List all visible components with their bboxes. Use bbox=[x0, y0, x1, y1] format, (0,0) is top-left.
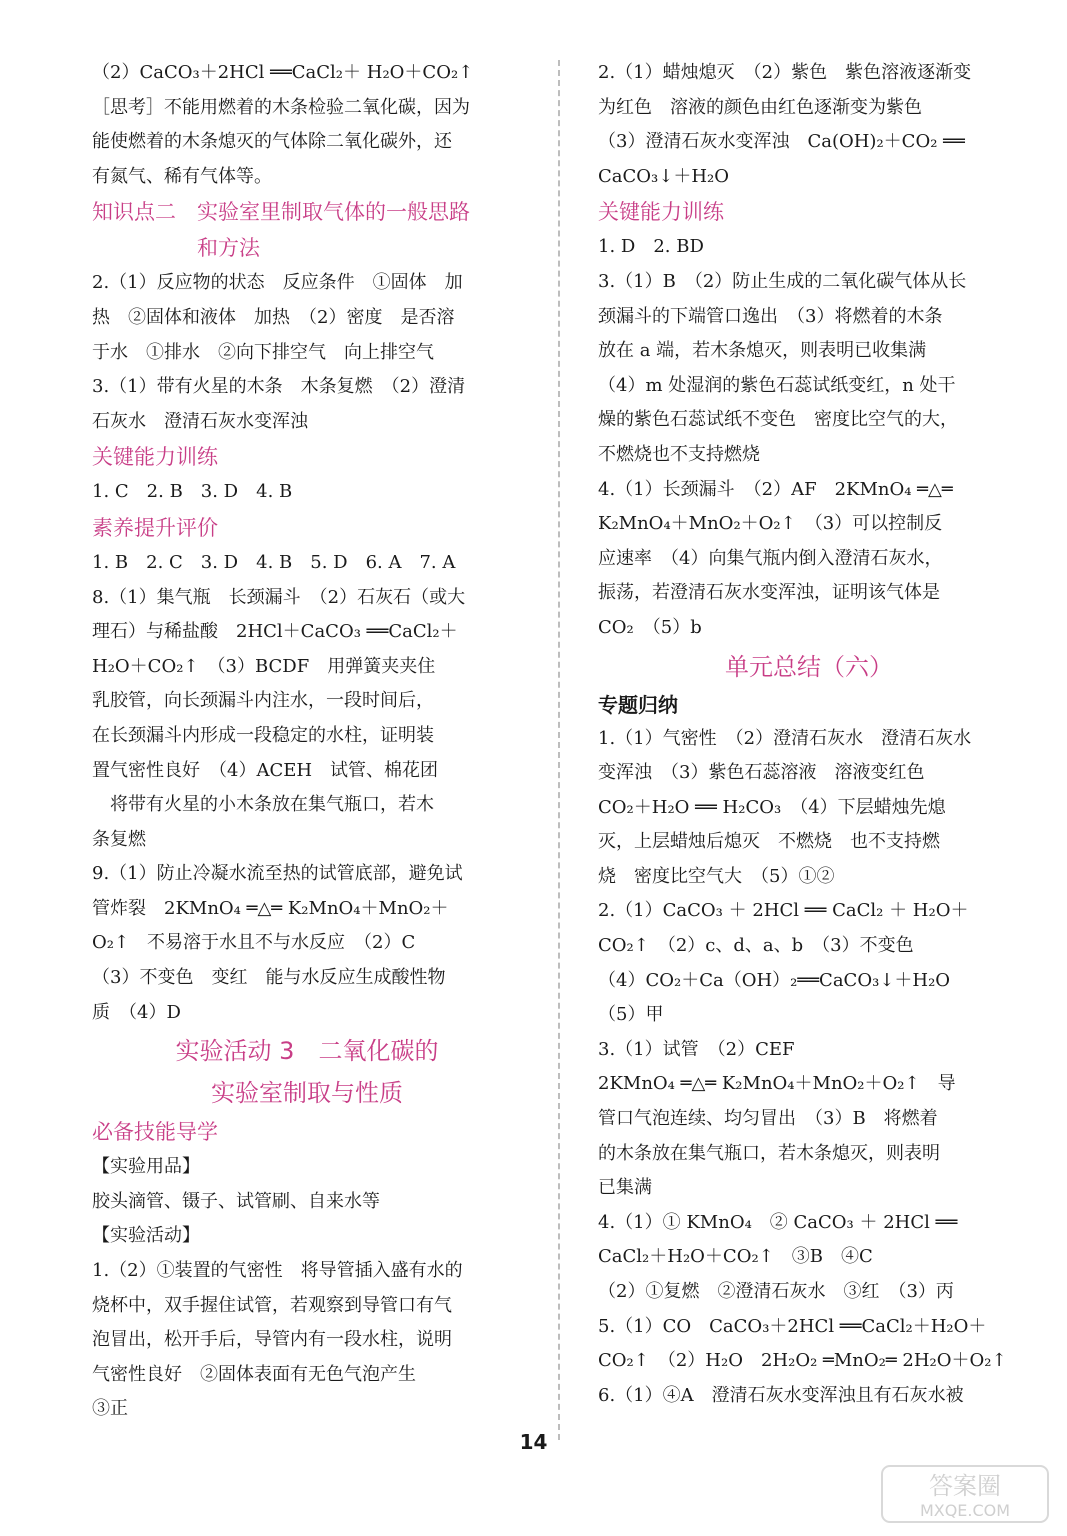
answer-line: 2.（1）蜡烛熄灭 （2）紫色 紫色溶液逐渐变 bbox=[598, 62, 972, 83]
answer-line: 6.（1）④A 澄清石灰水变浑浊且有石灰水被 bbox=[598, 1384, 964, 1406]
column-divider bbox=[558, 60, 560, 1440]
answer-line: H₂O＋CO₂↑ （3）BCDF 用弹簧夹夹住 bbox=[92, 655, 436, 677]
answer-line: 1. C 2. B 3. D 4. B bbox=[92, 481, 293, 503]
answer-line: （3）澄清石灰水变浑浊 Ca(OH)₂＋CO₂ ══ bbox=[598, 131, 965, 153]
watermark-logo bbox=[880, 1462, 1050, 1526]
answer-line: 将带有火星的小木条放在集气瓶口，若木 bbox=[92, 794, 434, 816]
answer-line: 烧杯中，双手握住试管，若观察到导管口有气 bbox=[92, 1294, 452, 1316]
subsection-heading: 专题归纳 bbox=[598, 692, 678, 717]
answer-line: 燥的紫色石蕊试纸不变色 密度比空气的大， bbox=[598, 409, 958, 431]
answer-line: 3.（1）B （2）防止生成的二氧化碳气体从长 bbox=[598, 270, 967, 292]
answer-line: ［思考］不能用燃着的木条检验二氧化碳，因为 bbox=[92, 96, 470, 118]
section-heading: 关键能力训练 bbox=[598, 200, 724, 225]
answer-line: 为红色 溶液的颜色由红色逐渐变为紫色 bbox=[598, 96, 922, 118]
page-number: 14 bbox=[519, 1430, 548, 1454]
answer-line: O₂↑ 不易溶于水且不与水反应 （2）C bbox=[92, 932, 416, 954]
answer-line: CO₂↑ （2）H₂O 2H₂O₂ ═MnO₂═ 2H₂O＋O₂↑ bbox=[598, 1350, 1007, 1372]
answer-line: CO₂ （5）b bbox=[598, 616, 702, 638]
answer-line: ③正 bbox=[92, 1398, 128, 1420]
answer-line: 管口气泡连续、均匀冒出 （3）B 将燃着 bbox=[598, 1108, 938, 1130]
section-heading: 知识点二 实验室里制取气体的一般思路 bbox=[92, 200, 470, 225]
answer-line: 有氮气、稀有气体等。 bbox=[92, 165, 272, 187]
answer-line: 烧 密度比空气大 （5）①② bbox=[598, 865, 835, 887]
answer-line: 8.（1）集气瓶 长颈漏斗 （2）石灰石（或大 bbox=[92, 586, 466, 608]
answer-line: 4.（1）长颈漏斗 （2）AF 2KMnO₄ ═△═ bbox=[598, 478, 953, 500]
answer-line: 1.（1）气密性 （2）澄清石灰水 澄清石灰水 bbox=[598, 727, 972, 749]
answer-line: CO₂＋H₂O ══ H₂CO₃ （4）下层蜡烛先熄 bbox=[598, 796, 946, 818]
section-heading: 必备技能导学 bbox=[92, 1120, 218, 1145]
answer-line: 已集满 bbox=[598, 1177, 652, 1199]
answer-line: （4）CO₂＋Ca（OH）₂══CaCO₃↓＋H₂O bbox=[598, 969, 951, 991]
section-heading: 和方法 bbox=[92, 236, 260, 261]
watermark-text-bottom: MXQE.COM bbox=[919, 1501, 1011, 1520]
answer-line: 3.（1）试管 （2）CEF bbox=[598, 1038, 795, 1060]
answer-line: （2）①复燃 ②澄清石灰水 ③红 （3）丙 bbox=[598, 1281, 954, 1302]
answer-line: 胶头滴管、镊子、试管刷、自来水等 bbox=[92, 1190, 380, 1212]
left-column bbox=[92, 56, 522, 1427]
answer-line: CaCl₂＋H₂O＋CO₂↑ ③B ④C bbox=[598, 1246, 873, 1268]
answer-line: 质 （4）D bbox=[92, 1001, 181, 1023]
answer-line: 1. B 2. C 3. D 4. B 5. D 6. A 7. A bbox=[92, 551, 456, 573]
answer-line: CO₂↑ （2）c、d、a、b （3）不变色 bbox=[598, 935, 914, 957]
answer-line: 条复燃 bbox=[92, 828, 146, 850]
answer-line: 颈漏斗的下端管口逸出 （3）将燃着的木条 bbox=[598, 305, 943, 327]
watermark-text-top: 答案圈 bbox=[929, 1472, 1001, 1500]
section-heading: 素养提升评价 bbox=[92, 515, 218, 540]
answer-line: 能使燃着的木条熄灭的气体除二氧化碳外，还 bbox=[92, 131, 452, 153]
answer-line: 应速率 （4）向集气瓶内倒入澄清石灰水， bbox=[598, 547, 943, 569]
answer-line: 2KMnO₄ ═△═ K₂MnO₄＋MnO₂＋O₂↑ 导 bbox=[598, 1073, 956, 1095]
chapter-title: 实验活动 3 二氧化碳的 bbox=[175, 1037, 439, 1066]
answer-line: （4）m 处湿润的紫色石蕊试纸变红，n 处干 bbox=[598, 374, 956, 396]
answer-line: 放在 a 端，若木条熄灭，则表明已收集满 bbox=[598, 340, 927, 362]
chapter-title: 实验室制取与性质 bbox=[211, 1079, 403, 1108]
answer-line: CaCO₃↓＋H₂O bbox=[598, 165, 730, 187]
answer-line: 热 ②固体和液体 加热 （2）密度 是否溶 bbox=[92, 306, 455, 328]
answer-line: 石灰水 澄清石灰水变浑浊 bbox=[92, 410, 308, 432]
answer-line: 不燃烧也不支持燃烧 bbox=[598, 443, 760, 465]
answer-line: 泡冒出，松开手后，导管内有一段水柱，说明 bbox=[92, 1329, 452, 1351]
answer-line: 2.（1）反应物的状态 反应条件 ①固体 加 bbox=[92, 272, 463, 294]
answer-line: 【实验活动】 bbox=[92, 1225, 200, 1247]
answer-line: 的木条放在集气瓶口，若木条熄灭，则表明 bbox=[598, 1142, 940, 1164]
answer-line: 灭，上层蜡烛后熄灭 不燃烧 也不支持燃 bbox=[598, 831, 940, 853]
answer-line: 于水 ①排水 ②向下排空气 向上排空气 bbox=[92, 341, 434, 363]
chapter-title: 单元总结（六） bbox=[725, 652, 893, 681]
answer-line: （5）甲 bbox=[598, 1004, 664, 1026]
answer-line: 4.（1）① KMnO₄ ② CaCO₃ ＋ 2HCl ══ bbox=[598, 1211, 958, 1233]
answer-line: K₂MnO₄＋MnO₂＋O₂↑ （3）可以控制反 bbox=[598, 513, 943, 535]
answer-line: 在长颈漏斗内形成一段稳定的水柱，证明装 bbox=[92, 724, 434, 746]
answer-line: 1. D 2. BD bbox=[598, 236, 704, 258]
answer-line: （3）不变色 变红 能与水反应生成酸性物 bbox=[92, 967, 446, 989]
answer-line: 5.（1）CO CaCO₃＋2HCl ══CaCl₂＋H₂O＋ bbox=[598, 1315, 987, 1337]
answer-line: 2.（1）CaCO₃ ＋ 2HCl ══ CaCl₂ ＋ H₂O＋ bbox=[598, 900, 969, 922]
answer-line: 振荡，若澄清石灰水变浑浊，证明该气体是 bbox=[598, 582, 940, 604]
answer-line: 气密性良好 ②固体表面有无色气泡产生 bbox=[92, 1363, 416, 1385]
right-column bbox=[598, 56, 1020, 1413]
answer-line: 管炸裂 2KMnO₄ ═△═ K₂MnO₄＋MnO₂＋ bbox=[92, 897, 449, 919]
section-heading: 关键能力训练 bbox=[92, 445, 218, 470]
answer-line: 3.（1）带有火星的木条 木条复燃 （2）澄清 bbox=[92, 376, 466, 398]
answer-line: （2）CaCO₃＋2HCl ══CaCl₂＋ H₂O＋CO₂↑ bbox=[92, 62, 474, 83]
answer-line: 变浑浊 （3）紫色石蕊溶液 溶液变红色 bbox=[598, 762, 925, 784]
answer-line: 【实验用品】 bbox=[92, 1156, 200, 1178]
answer-line: 9.（1）防止冷凝水流至热的试管底部，避免试 bbox=[92, 863, 463, 885]
answer-line: 理石）与稀盐酸 2HCl＋CaCO₃ ══CaCl₂＋ bbox=[92, 621, 458, 643]
answer-line: 乳胶管，向长颈漏斗内注水，一段时间后， bbox=[92, 690, 434, 712]
answer-line: 置气密性良好 （4）ACEH 试管、棉花团 bbox=[92, 759, 439, 781]
answer-line: 1.（2）①装置的气密性 将导管插入盛有水的 bbox=[92, 1260, 463, 1282]
